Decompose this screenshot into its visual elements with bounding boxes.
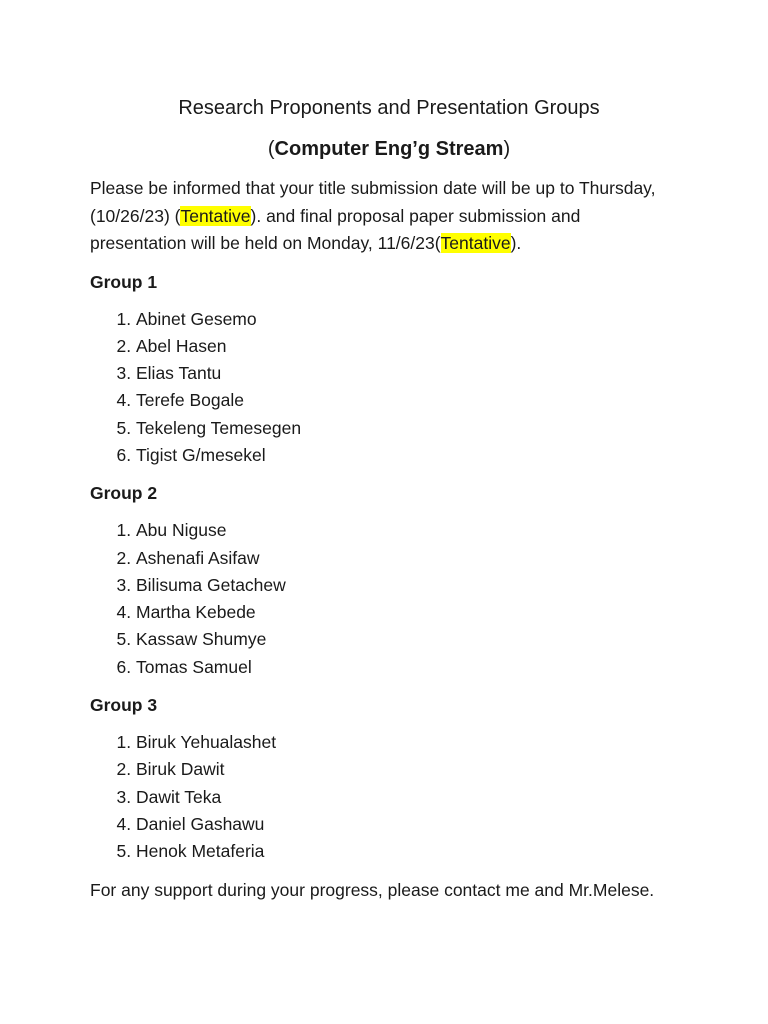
subtitle-stream-name: Computer Eng’g Stream (274, 138, 504, 160)
list-item: 2. Biruk Dawit (136, 756, 688, 783)
tentative-highlight-1: Tentative (180, 205, 251, 226)
document-title: Research Proponents and Presentation Groups (178, 97, 600, 119)
group-3-section (90, 691, 688, 865)
tentative-highlight-2: Tentative (440, 233, 511, 253)
intro-text-part1: Please be informed that your title submission date will be up to Thursday, (10/26/23) ( (90, 178, 656, 226)
list-item: 5. Henok Metaferia (136, 838, 688, 865)
subtitle-open-paren: ( (267, 138, 275, 160)
list-item: 1. Abu Niguse (136, 517, 688, 544)
intro-paragraph (90, 175, 670, 258)
intro-text-part3: ). (510, 233, 522, 253)
group-2-section (90, 479, 688, 681)
list-item: 4. Terefe Bogale (136, 387, 688, 414)
group-1-heading: Group 1 (90, 271, 158, 292)
group-1-member-list (90, 306, 688, 470)
group-3-heading: Group 3 (90, 695, 158, 716)
subtitle-close-paren: ) (503, 138, 511, 160)
list-item: 5. Kassaw Shumye (136, 626, 688, 653)
list-item: 6. Tomas Samuel (136, 654, 688, 681)
list-item: 2. Ashenafi Asifaw (136, 545, 688, 572)
closing-paragraph: For any support during your progress, please contact me and Mr.Melese. (90, 879, 655, 900)
group-2-heading: Group 2 (90, 483, 158, 504)
group-1-section (90, 268, 688, 470)
intro-text-part2: ). and final proposal paper submission and presentation will be held on Monday, 11/6/23( (90, 205, 581, 253)
list-item: 3. Dawit Teka (136, 784, 688, 811)
list-item: 1. Abinet Gesemo (136, 306, 688, 333)
group-2-member-list (90, 517, 688, 681)
list-item: 4. Daniel Gashawu (136, 811, 688, 838)
list-item: 6. Tigist G/mesekel (136, 442, 688, 469)
document-subtitle (90, 135, 688, 163)
list-item: 3. Elias Tantu (136, 360, 688, 387)
group-3-member-list (90, 729, 688, 865)
list-item: 2. Abel Hasen (136, 333, 688, 360)
list-item: 5. Tekeleng Temesegen (136, 415, 688, 442)
list-item: 1. Biruk Yehualashet (136, 729, 688, 756)
list-item: 4. Martha Kebede (136, 599, 688, 626)
list-item: 3. Bilisuma Getachew (136, 572, 688, 599)
